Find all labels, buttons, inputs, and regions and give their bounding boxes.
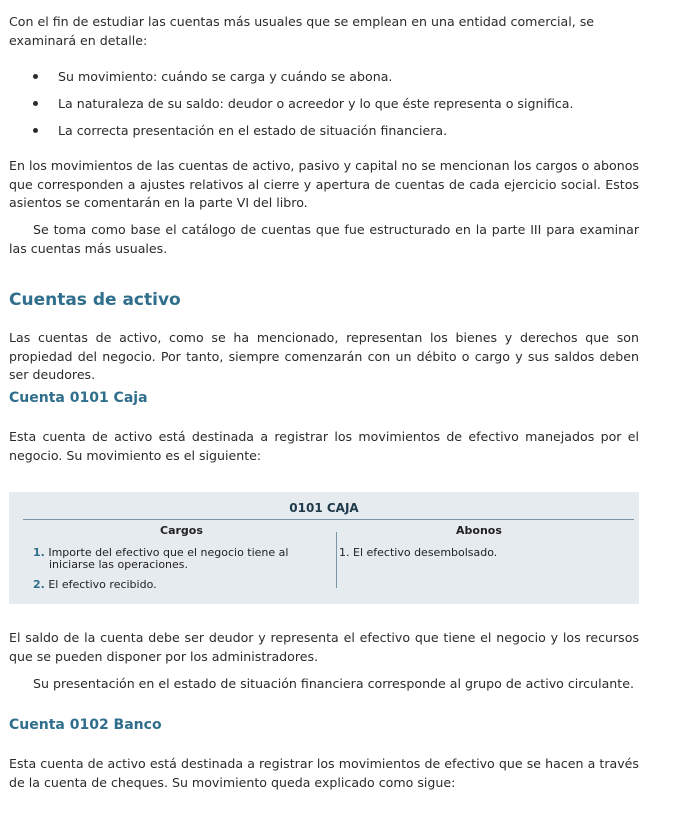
table-title: 0101 CAJA [289, 501, 359, 515]
section-heading-activo: Cuentas de activo [9, 290, 181, 310]
cargo-item-1: 1. Importe del efectivo que el negocio tiene al iniciarse las operaciones. [33, 546, 289, 571]
saldo-paragraph: El saldo de la cuenta debe ser deudor y representa el efectivo que tiene el negocio y los recursos que se pueden disponer por los administradores. [9, 630, 639, 664]
cargos-header: Cargos [160, 524, 203, 537]
caja-account-table [9, 492, 639, 604]
table-divider [23, 519, 634, 520]
heading-cuenta-banco: Cuenta 0102 Banco [9, 717, 162, 733]
detail-list [30, 68, 630, 149]
catalog-paragraph: Se toma como base el catálogo de cuentas que fue estructurado en la parte III para examinar las cuentas más usuales. [9, 222, 639, 256]
cargo-item-2: 2. El efectivo recibido. [33, 578, 157, 591]
movements-paragraph: En los movimientos de las cuentas de activo, pasivo y capital no se mencionan los cargos o abonos que corresponden a ajustes relativos al cierre y apertura de cuentas de cada ejercicio social. Estos asientos se comentarán en la parte VI del libro. [9, 158, 639, 210]
banco-paragraph: Esta cuenta de activo está destinada a registrar los movimientos de efectivo que se hacen a través de la cuenta de cheques. Su movimiento queda explicado como sigue: [9, 756, 639, 790]
column-divider [336, 532, 337, 588]
list-item: La naturaleza de su saldo: deudor o acreedor y lo que éste representa o significa. [30, 95, 630, 122]
list-item: La correcta presentación en el estado de situación financiera. [30, 122, 630, 149]
list-item: Su movimiento: cuándo se carga y cuándo se abona. [30, 68, 630, 95]
heading-cuenta-caja: Cuenta 0101 Caja [9, 390, 148, 406]
abono-item-1: 1. El efectivo desembolsado. [339, 546, 498, 559]
presentacion-paragraph: Su presentación en el estado de situación financiera corresponde al grupo de activo circulante. [33, 676, 634, 691]
intro-paragraph: Con el fin de estudiar las cuentas más usuales que se emplean en una entidad comercial, se examinará en detalle: [9, 14, 595, 48]
caja-paragraph: Esta cuenta de activo está destinada a registrar los movimientos de efectivo manejados por el negocio. Su movimiento es el siguiente: [9, 429, 639, 463]
activo-paragraph: Las cuentas de activo, como se ha mencionado, representan los bienes y derechos que son propiedad del negocio. Por tanto, siempre comenzarán con un débito o cargo y sus saldos deben ser deudores. [9, 330, 639, 382]
abonos-header: Abonos [456, 524, 502, 537]
